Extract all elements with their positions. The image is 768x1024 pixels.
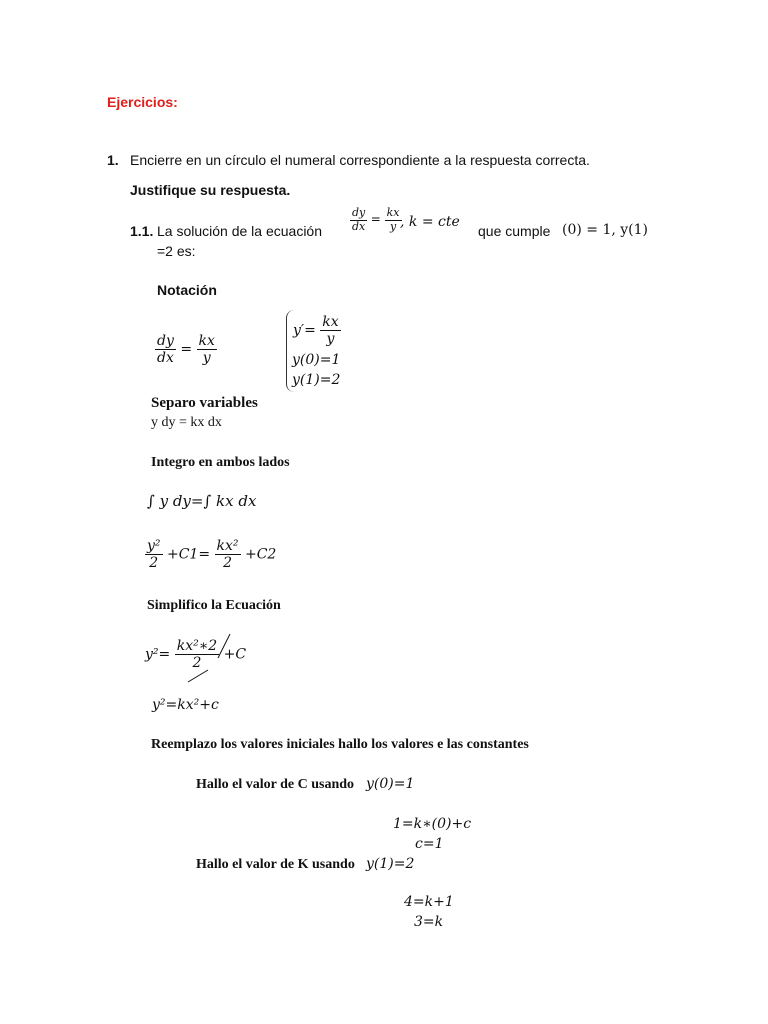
separate-equation: y dy = kx dx (151, 415, 222, 430)
integral-equation: ∫ y dy=∫ kx dx (147, 492, 257, 510)
find-k-eq2: 3=k (414, 914, 444, 930)
section-heading: Ejercicios: (107, 94, 178, 110)
notation-title: Notación (157, 282, 217, 298)
subquestion-text: La solución de la ecuación (157, 223, 323, 239)
find-c-label: Hallo el valor de C usando (196, 777, 355, 792)
find-c-condition: y(0)=1 (366, 776, 415, 792)
find-k-condition: y(1)=2 (366, 856, 415, 872)
system-eq-3: y(1)=2 (292, 372, 341, 388)
question-text: Encierre en un círculo el numeral correspondiente a la respuesta correcta. (130, 152, 590, 168)
separate-title: Separo variables (151, 395, 258, 411)
cancel-strikes (186, 632, 232, 684)
simplify-title: Simplifico la Ecuación (147, 598, 281, 613)
cancel-strike-bottom (188, 670, 208, 682)
simplify-equation: y²= $\frac{\text{kx²∗2}}{2}$ +C (145, 638, 247, 672)
constant-k: , k = cte (400, 214, 460, 230)
find-c-eq1: 1=k∗(0)+c (393, 816, 472, 832)
replace-title: Reemplazo los valores iniciales hallo los valores e las constantes (151, 737, 529, 752)
find-k-eq1: 4=k+1 (404, 894, 454, 910)
system-eq-2: y(0)=1 (292, 352, 341, 368)
notation-equation: $\frac{dy}{dx}$ = $\frac{kx}{y}$ (157, 333, 215, 367)
simplified-result: y²=kx²+c (152, 697, 219, 713)
system-eq-1: y′= $\frac{kx}{y}$ (293, 314, 339, 348)
ode-equation: $\frac{dy}{dx}$ = $\frac{kx}{y}$ (352, 206, 400, 233)
subquestion-number: 1.1. (130, 223, 154, 239)
integrate-title: Integro en ambos lados (151, 455, 290, 470)
integral-result: $\frac{\text{y²}}{2}$ +C1= $\frac{\text{kx²}}{2}$ +C2 (147, 538, 277, 572)
condition-text: que cumple (478, 223, 551, 239)
justify-instruction: Justifique su respuesta. (130, 182, 291, 198)
initial-condition: (0) = 1, y(1) (562, 222, 649, 238)
find-k-label: Hallo el valor de K usando (196, 857, 355, 872)
find-c-eq2: c=1 (415, 836, 444, 852)
subquestion-line2: =2 es: (157, 243, 196, 259)
question-number: 1. (107, 152, 119, 168)
cancel-strike-top (218, 634, 230, 658)
